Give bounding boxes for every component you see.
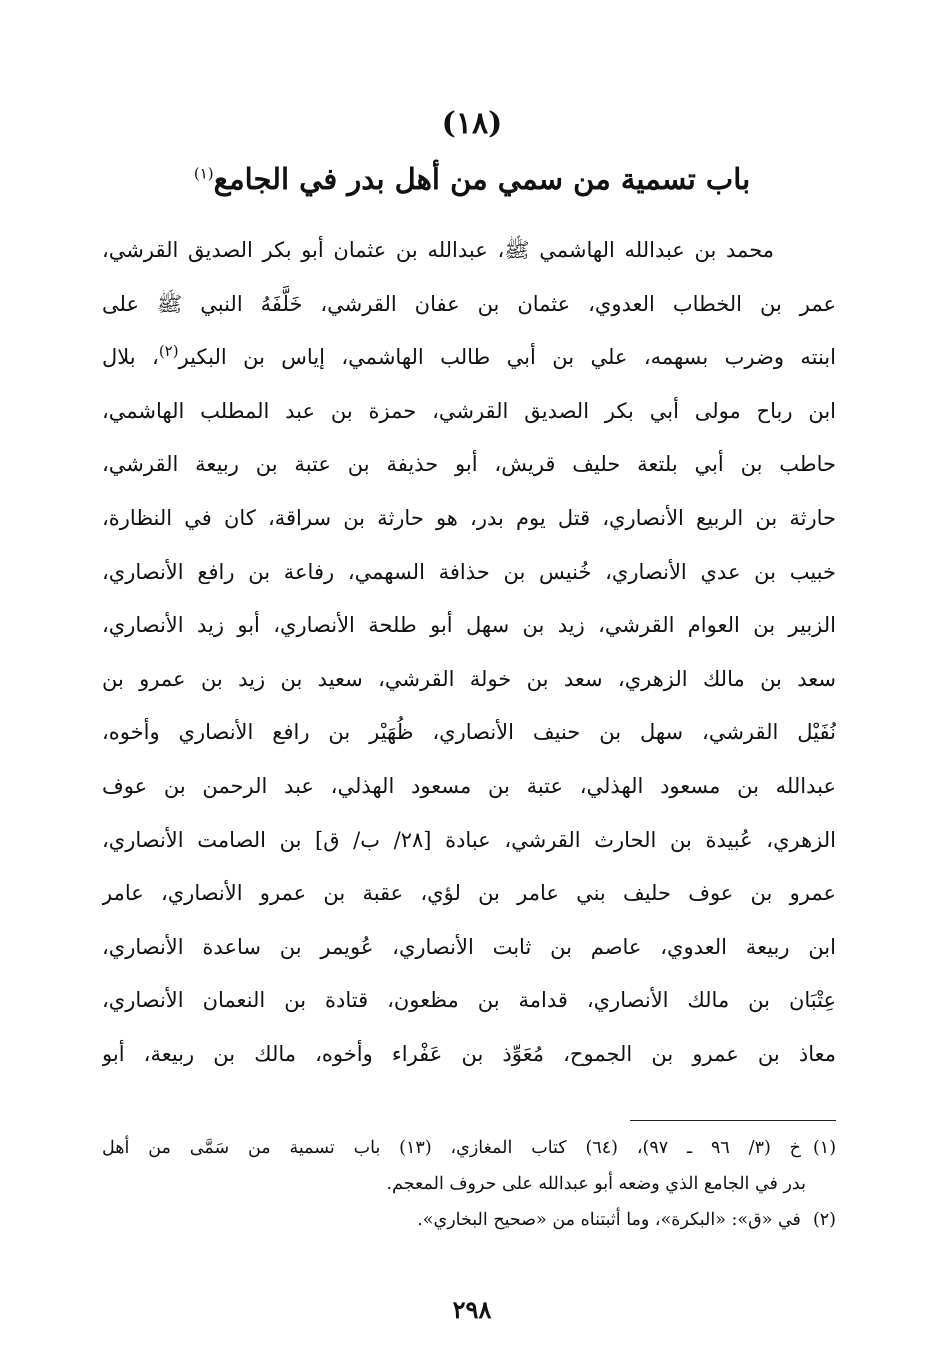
body-line: سعد بن مالك الزهري، سعد بن خولة القرشي، سعيد بن زيد بن عمرو بن [102, 666, 836, 691]
body-line: معاذ بن عمرو بن الجموح، مُعَوِّذ بن عَفْراء وأخوه، مالك بن ربيعة، أبو [102, 1041, 836, 1066]
footnote-number: (١) [812, 1138, 836, 1158]
title-footnote-ref[interactable]: (١) [193, 164, 214, 183]
inline-footnote-ref[interactable]: (٢) [158, 342, 179, 361]
footnote-1 [102, 1130, 836, 1166]
body-line: ابن رباح مولى أبي بكر الصديق القرشي، حمزة بن عبد المطلب الهاشمي، [102, 398, 836, 423]
body-line: عِتْبَان بن مالك الأنصاري، قدامة بن مظعون، قتادة بن النعمان الأنصاري، [102, 988, 836, 1013]
body-line: خبيب بن عدي الأنصاري، خُنيس بن حذافة السهمي، رفاعة بن رافع الأنصاري، [102, 559, 836, 584]
body-line: حاطب بن أبي بلتعة حليف قريش، أبو حذيفة بن عتبة بن ربيعة القرشي، [102, 452, 836, 477]
body-line: محمد بن عبدالله الهاشمي ﷺ، عبدالله بن عثمان أبو بكر الصديق القرشي، [102, 238, 774, 262]
body-line: الزهري، عُبيدة بن الحارث القرشي، عبادة [٢٨/ ب/ ق] بن الصامت الأنصاري، [102, 827, 836, 852]
body-line [102, 331, 836, 385]
chapter-number: (١٨) [441, 106, 503, 141]
body-line: عمرو بن عوف حليف بني عامر بن لؤي، عقبة بن عمرو الأنصاري، عامر [102, 881, 836, 906]
footnote-2 [102, 1202, 836, 1238]
body-text [102, 224, 836, 1082]
chapter-title [0, 157, 944, 201]
body-line: عبدالله بن مسعود الهذلي، عتبة بن مسعود الهذلي، عبد الرحمن بن عوف [102, 773, 836, 798]
body-line-text: ابنته وضرب بسهمه، علي بن أبي طالب الهاشمي، إياس بن البكير [178, 345, 836, 370]
body-line: الزبير بن العوام القرشي، زيد بن سهل أبو طلحة الأنصاري، أبو زيد الأنصاري، [102, 613, 836, 638]
chapter-title-text: باب تسمية من سمي من أهل بدر في الجامع [213, 162, 751, 196]
body-line-continuation: ، بلال [102, 345, 159, 370]
body-line: ابن ربيعة العدوي، عاصم بن ثابت الأنصاري، عُويمر بن ساعدة الأنصاري، [102, 934, 836, 959]
footnote-1-continued: بدر في الجامع الذي وضعه أبو عبدالله على حروف المعجم. [386, 1174, 806, 1194]
body-line: عمر بن الخطاب العدوي، عثمان بن عفان القرشي، خَلَّفَهُ النبي ﷺ على [102, 291, 836, 316]
footnote-divider [630, 1120, 836, 1121]
footnotes [102, 1130, 836, 1238]
footnote-text: خ (٣/ ٩٦ ـ ٩٧)، (٦٤) كتاب المغازي، (١٣) باب تسمية من سَمَّى من أهل [102, 1138, 801, 1158]
body-line: حارثة بن الربيع الأنصاري، قتل يوم بدر، هو حارثة بن سراقة، كان في النظارة، [102, 505, 836, 530]
page-number: ٢٩٨ [452, 1295, 492, 1324]
body-line: نُفَيْل القرشي، سهل بن حنيف الأنصاري، ظُهَيْر بن رافع الأنصاري وأخوه، [102, 720, 836, 745]
footnote-number: (٢) [812, 1210, 836, 1230]
footnote-text: في «ق»: «البكرة»، وما أثبتناه من «صحيح البخاري». [417, 1210, 801, 1230]
